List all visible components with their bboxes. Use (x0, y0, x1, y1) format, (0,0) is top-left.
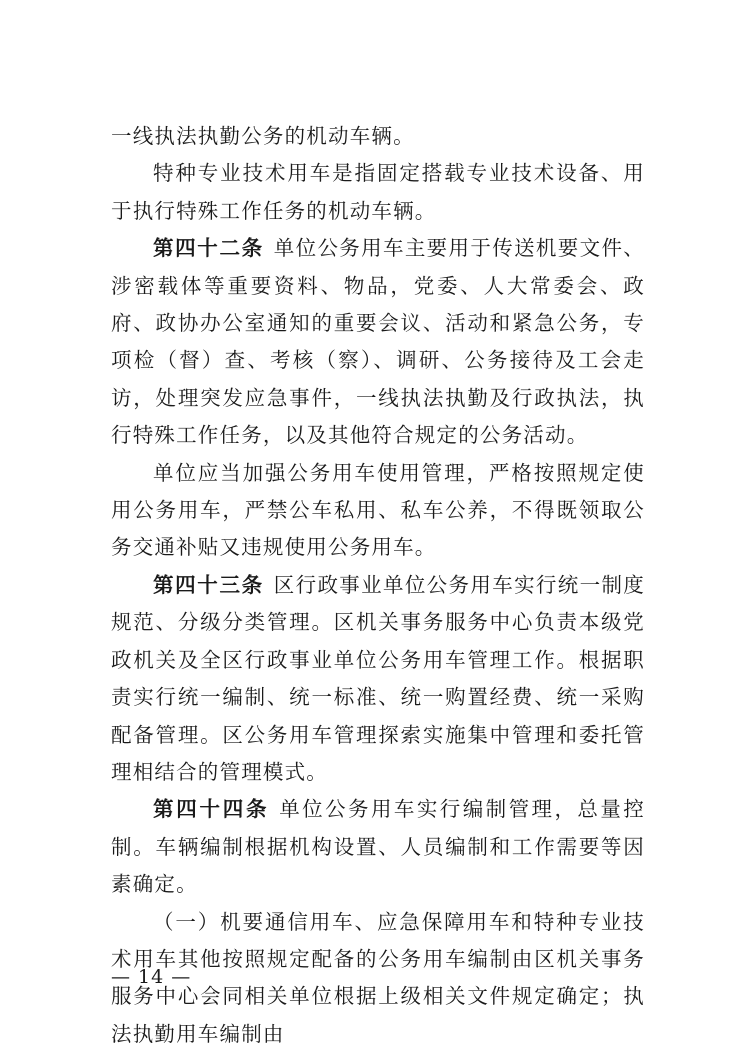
paragraph-text: （一）机要通信用车、应急保障用车和特种专业技术用车其他按照规定配备的公务用车编制由区机关事务服务中心会同相关单位根据上级相关文件规定确定；执法执勤用车编制由 (111, 909, 645, 1046)
article-number: 第四十三条 (153, 572, 264, 597)
paragraph-text: 一线执法执勤公务的机动车辆。 (111, 124, 415, 148)
article-number: 第四十四条 (153, 797, 270, 822)
paragraph-article-43 (111, 567, 645, 791)
body-text (111, 118, 645, 1053)
article-number: 第四十二条 (153, 236, 264, 261)
paragraph-article-44 (111, 791, 645, 903)
paragraph-1 (111, 118, 645, 155)
page-number: — 14 — (111, 966, 192, 988)
paragraph-article-42 (111, 230, 645, 454)
paragraph-4 (111, 455, 645, 567)
paragraph-text: 单位应当加强公务用车使用管理，严格按照规定使用公务用车，严禁公车私用、私车公养，不得既领取公务交通补贴又违规使用公务用车。 (111, 460, 645, 560)
paragraph-text: 单位公务用车实行编制管理，总量控制。车辆编制根据机构设置、人员编制和工作需要等因素确定。 (111, 797, 645, 897)
paragraph-2 (111, 155, 645, 230)
paragraph-text: 单位公务用车主要用于传送机要文件、涉密载体等重要资料、物品，党委、人大常委会、政府、政协办公室通知的重要会议、活动和紧急公务，专项检（督）查、考核（察）、调研、公务接待及工会走访，处理突发应急事件，一线执法执勤及行政执法，执行特殊工作任务，以及其他符合规定的公务活动。 (111, 236, 646, 448)
paragraph-text: 区行政事业单位公务用车实行统一制度规范、分级分类管理。区机关事务服务中心负责本级党政机关及全区行政事业单位公务用车管理工作。根据职责实行统一编制、统一标准、统一购置经费、统一采购配备管理。区公务用车管理探索实施集中管理和委托管理相结合的管理模式。 (111, 572, 646, 784)
paragraph-text: 特种专业技术用车是指固定搭载专业技术设备、用于执行特殊工作任务的机动车辆。 (111, 161, 645, 223)
